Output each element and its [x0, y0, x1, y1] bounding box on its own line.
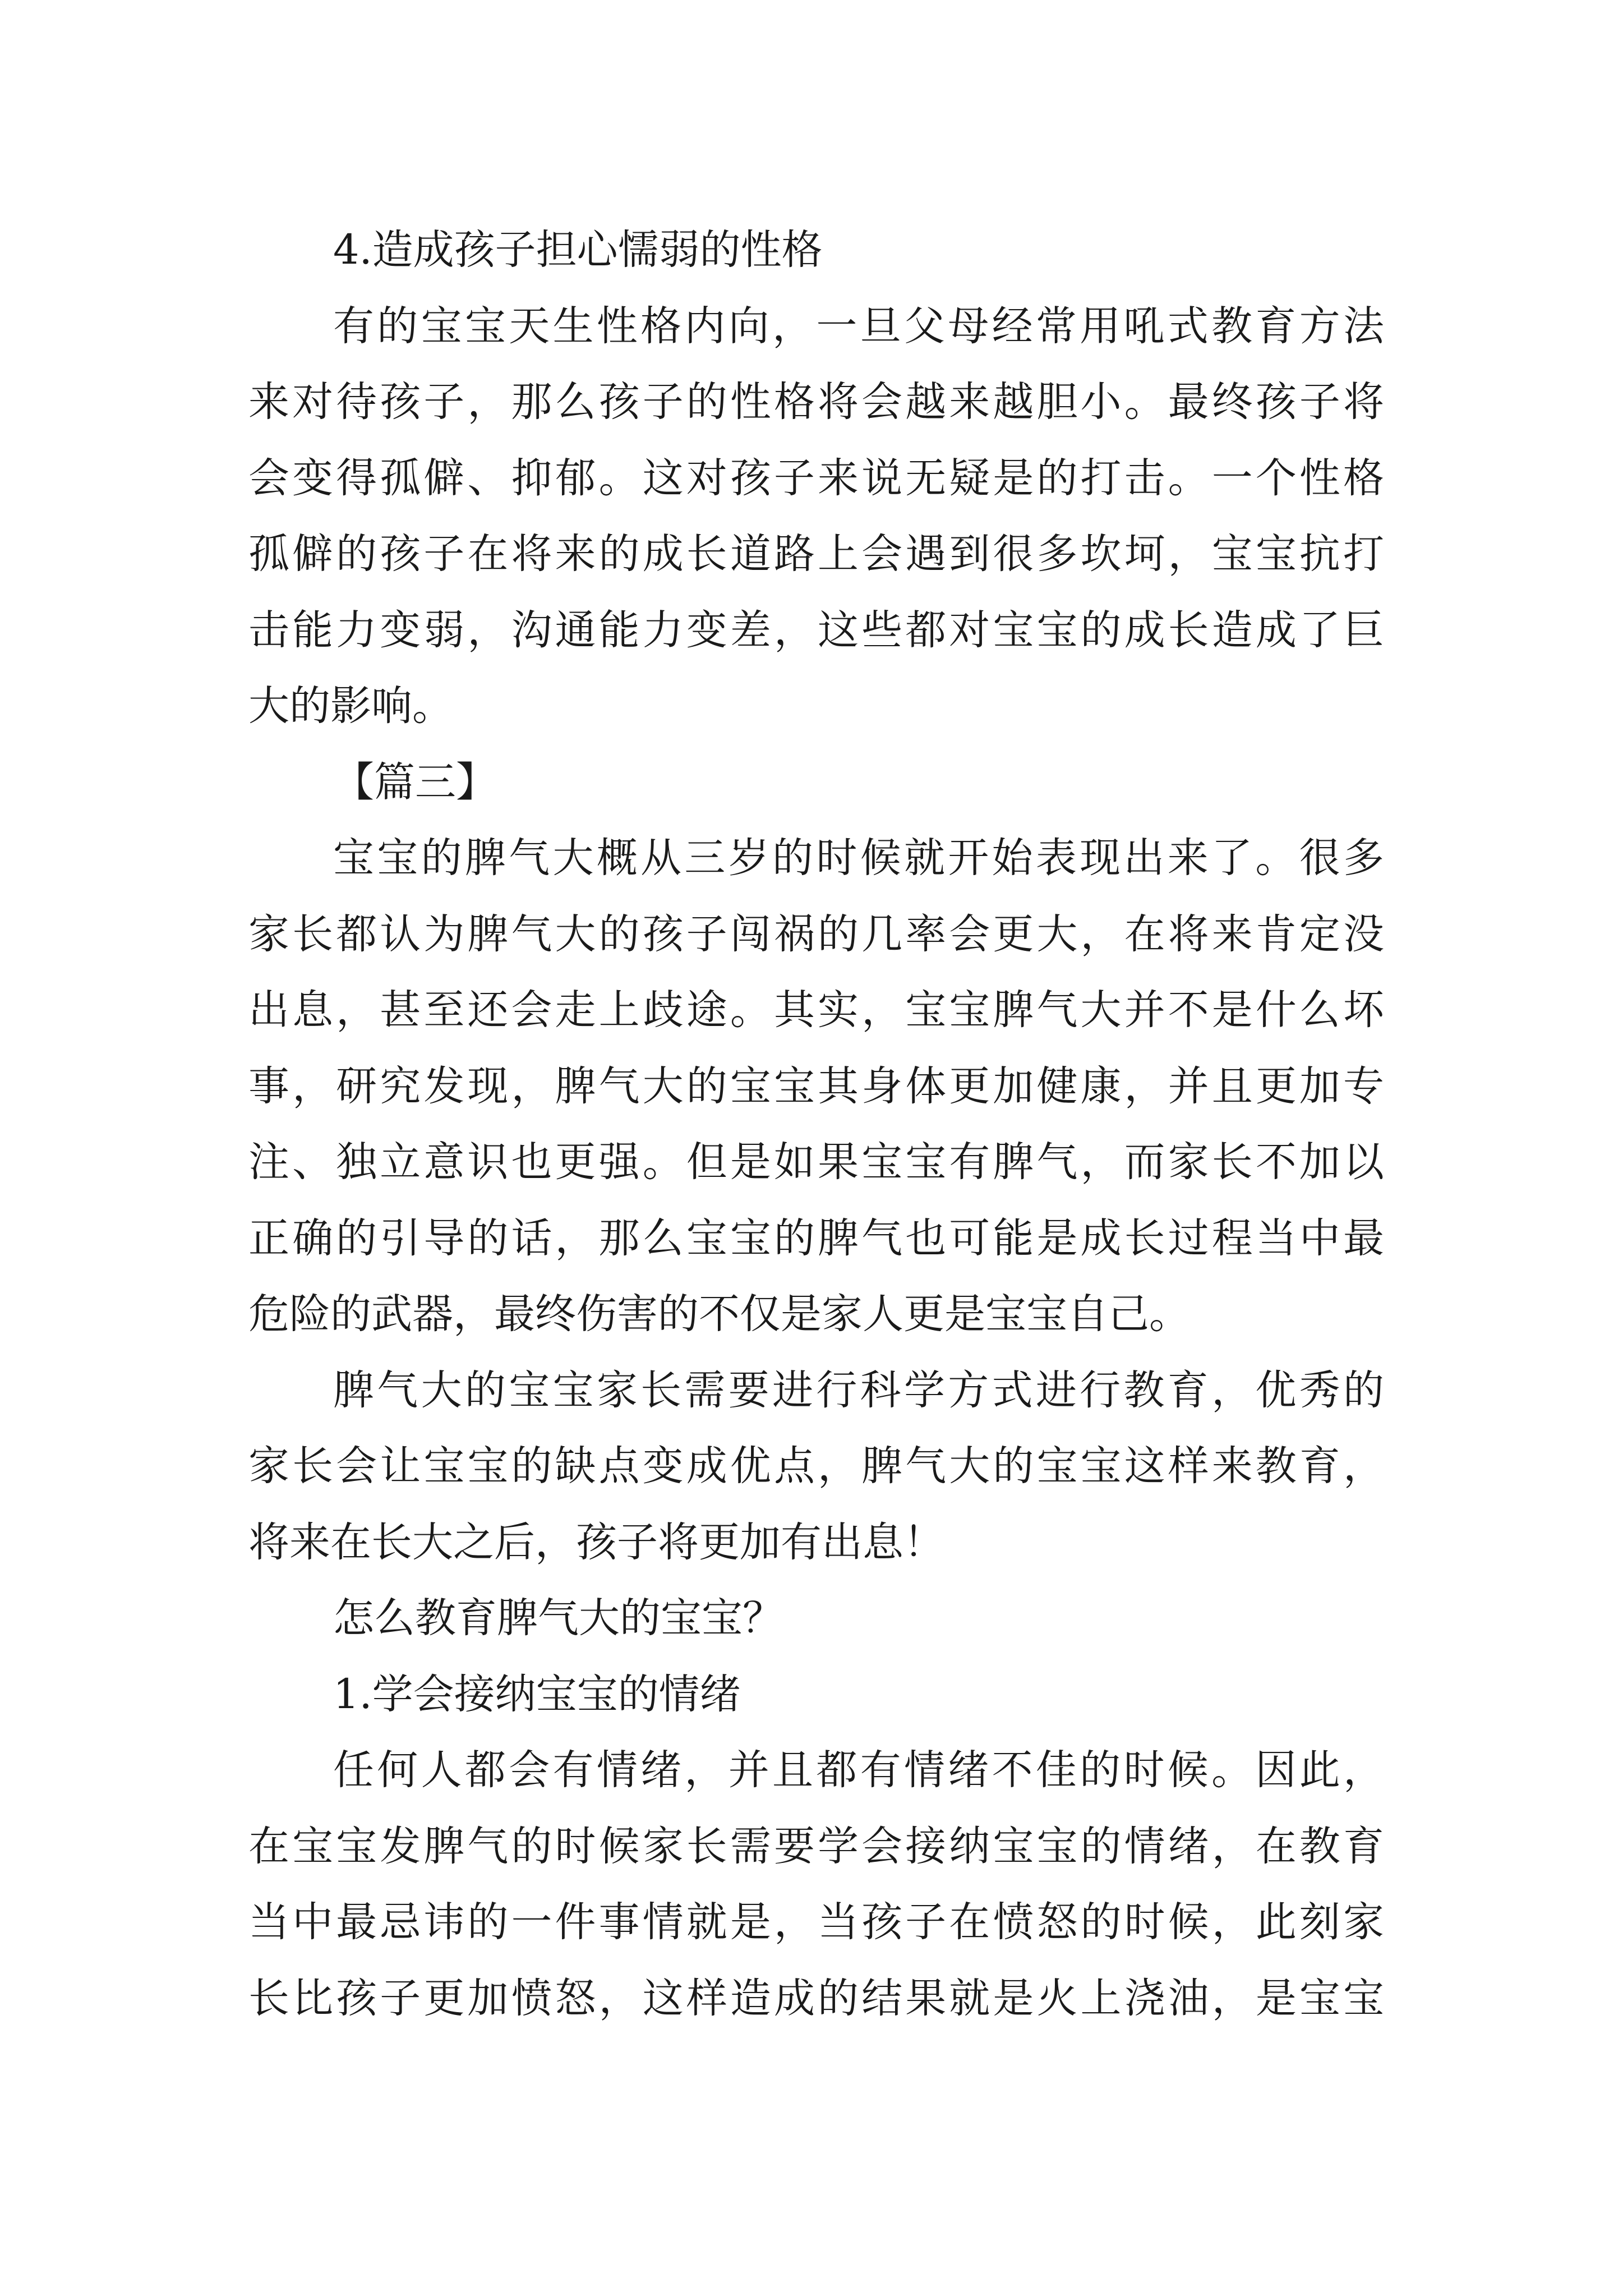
paragraph-line: 脾气大的宝宝家长需要进行科学方式进行教育，优秀的	[333, 1366, 1384, 1414]
paragraph-line: 事，研究发现，脾气大的宝宝其身体更加健康，并且更加专	[248, 1062, 1384, 1110]
paragraph-line: 危险的武器，最终伤害的不仅是家人更是宝宝自己。	[248, 1290, 1190, 1338]
paragraph-line: 宝宝的脾气大概从三岁的时候就开始表现出来了。很多	[333, 834, 1384, 882]
paragraph-line: 孤僻的孩子在将来的成长道路上会遇到很多坎坷，宝宝抗打	[248, 530, 1384, 578]
paragraph-line: 长比孩子更加愤怒，这样造成的结果就是火上浇油，是宝宝	[248, 1974, 1384, 2022]
paragraph-line: 会变得孤僻、抑郁。这对孩子来说无疑是的打击。一个性格	[248, 454, 1384, 502]
question-heading: 怎么教育脾气大的宝宝？	[333, 1594, 783, 1642]
paragraph-line: 任何人都会有情绪，并且都有情绪不佳的时候。因此，	[333, 1746, 1384, 1794]
subheading-1: 1.学会接纳宝宝的情绪	[333, 1670, 741, 1718]
section-heading: 【篇三】	[333, 758, 497, 806]
paragraph-line: 家长都认为脾气大的孩子闯祸的几率会更大，在将来肯定没	[248, 910, 1384, 958]
paragraph-line: 家长会让宝宝的缺点变成优点，脾气大的宝宝这样来教育，	[248, 1442, 1384, 1490]
paragraph-line: 大的影响。	[248, 682, 453, 730]
subheading-4: 4.造成孩子担心懦弱的性格	[333, 226, 823, 274]
paragraph-line: 出息，甚至还会走上歧途。其实，宝宝脾气大并不是什么坏	[248, 986, 1384, 1034]
paragraph-line: 在宝宝发脾气的时候家长需要学会接纳宝宝的情绪，在教育	[248, 1822, 1384, 1870]
document-body	[248, 212, 1384, 2036]
paragraph-line: 当中最忌讳的一件事情就是，当孩子在愤怒的时候，此刻家	[248, 1898, 1384, 1946]
paragraph-line: 击能力变弱，沟通能力变差，这些都对宝宝的成长造成了巨	[248, 606, 1384, 654]
paragraph-line: 将来在长大之后，孩子将更加有出息！	[248, 1518, 944, 1566]
paragraph-line: 注、独立意识也更强。但是如果宝宝有脾气，而家长不加以	[248, 1138, 1384, 1186]
paragraph-line: 正确的引导的话，那么宝宝的脾气也可能是成长过程当中最	[248, 1214, 1384, 1262]
paragraph-line: 来对待孩子，那么孩子的性格将会越来越胆小。最终孩子将	[248, 378, 1384, 426]
paragraph-line: 有的宝宝天生性格内向，一旦父母经常用吼式教育方法	[333, 302, 1384, 350]
